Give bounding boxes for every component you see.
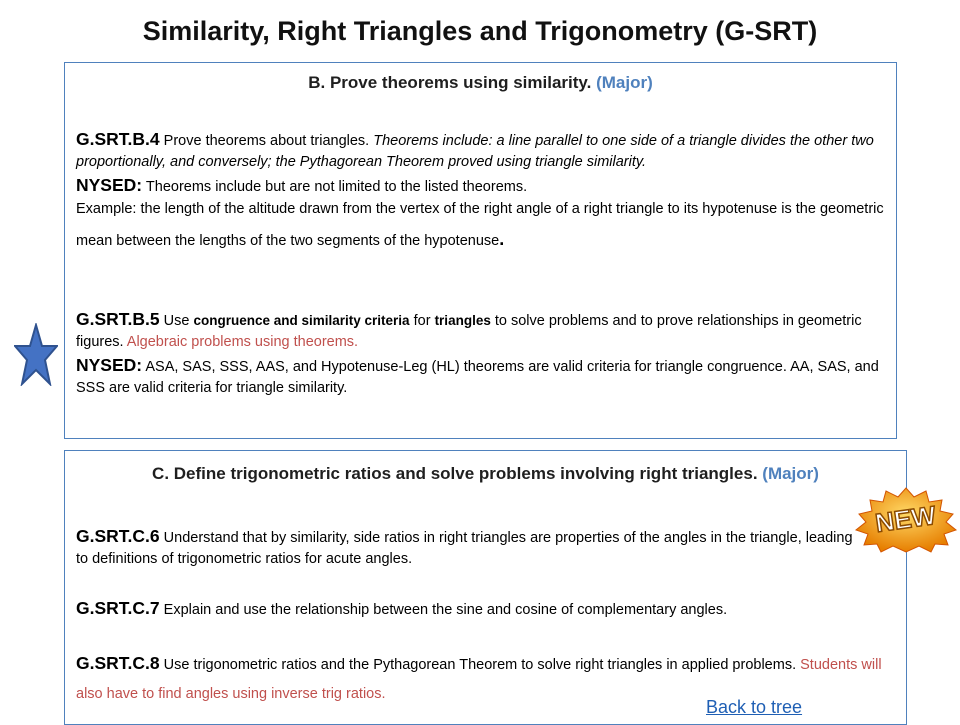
bold-term: congruence and similarity criteria <box>193 313 410 328</box>
example-period: . <box>499 229 505 249</box>
page-title: Similarity, Right Triangles and Trigonometry (G-SRT) <box>142 16 818 46</box>
standard-text: Use <box>159 313 194 329</box>
standard-text: Prove theorems about triangles. <box>159 133 374 149</box>
standard-code: G.SRT.C.7 <box>76 598 160 618</box>
standard-italic-text: Theorems include: a line parallel to one side of a triangle divides the other two proportionally, and conversely; the Pythagorean Theorem proved using triangle similarity. <box>76 133 874 170</box>
section-c-major-tag: (Major) <box>762 464 819 483</box>
example-text: Example: the length of the altitude drawn from the vertex of the right angle of a right triangle to its hypotenuse is the geometric mean between the lengths of the two segments of the hypotenuse <box>76 201 884 249</box>
standard-g-srt-b4 <box>76 129 886 256</box>
nysed-label: NYSED: <box>76 355 143 375</box>
standard-g-srt-b5 <box>76 309 886 399</box>
standard-text: Use trigonometric ratios and the Pythagorean Theorem to solve right triangles in applied problems. <box>159 657 801 673</box>
standard-text: to solve problems and to prove relationships in geometric figures. <box>76 313 862 350</box>
bold-term: triangles <box>434 313 491 328</box>
section-c-heading <box>65 464 906 484</box>
nysed-text: ASA, SAS, SSS, AAS, and Hypotenuse-Leg (HL) theorems are valid criteria for triangle congruence. AA, SAS, and SSS are valid criteria for triangle similarity. <box>76 359 879 396</box>
standard-g-srt-c7 <box>76 598 896 621</box>
section-b-box <box>64 62 897 439</box>
standard-code: G.SRT.B.4 <box>76 129 160 149</box>
back-to-tree-link[interactable]: Back to tree <box>706 697 803 717</box>
section-b-heading <box>65 73 896 93</box>
new-badge-text: NEW <box>873 499 938 539</box>
section-b-heading-text: B. Prove theorems using similarity. <box>308 73 592 92</box>
standard-g-srt-c6 <box>76 526 858 570</box>
standard-code: G.SRT.C.8 <box>76 653 160 673</box>
standard-text: for <box>409 313 435 329</box>
standard-code: G.SRT.B.5 <box>76 309 160 329</box>
red-note: Algebraic problems using theorems. <box>126 334 359 350</box>
section-c-heading-text: C. Define trigonometric ratios and solve problems involving right triangles. <box>152 464 758 483</box>
standard-code: G.SRT.C.6 <box>76 526 160 546</box>
star-icon <box>14 323 58 386</box>
nysed-text: Theorems include but are not limited to the listed theorems. <box>142 179 528 195</box>
red-note: Students will also have to find angles using inverse trig ratios. <box>76 657 882 702</box>
section-b-major-tag: (Major) <box>596 73 653 92</box>
standard-text: Explain and use the relationship between the sine and cosine of complementary angles. <box>159 602 728 618</box>
standard-text: Understand that by similarity, side ratios in right triangles are properties of the angles in the triangle, leading to definitions of trigonometric ratios for acute angles. <box>76 530 853 567</box>
section-c-box <box>64 450 907 725</box>
new-badge-icon <box>853 486 959 554</box>
nysed-label: NYSED: <box>76 175 143 195</box>
